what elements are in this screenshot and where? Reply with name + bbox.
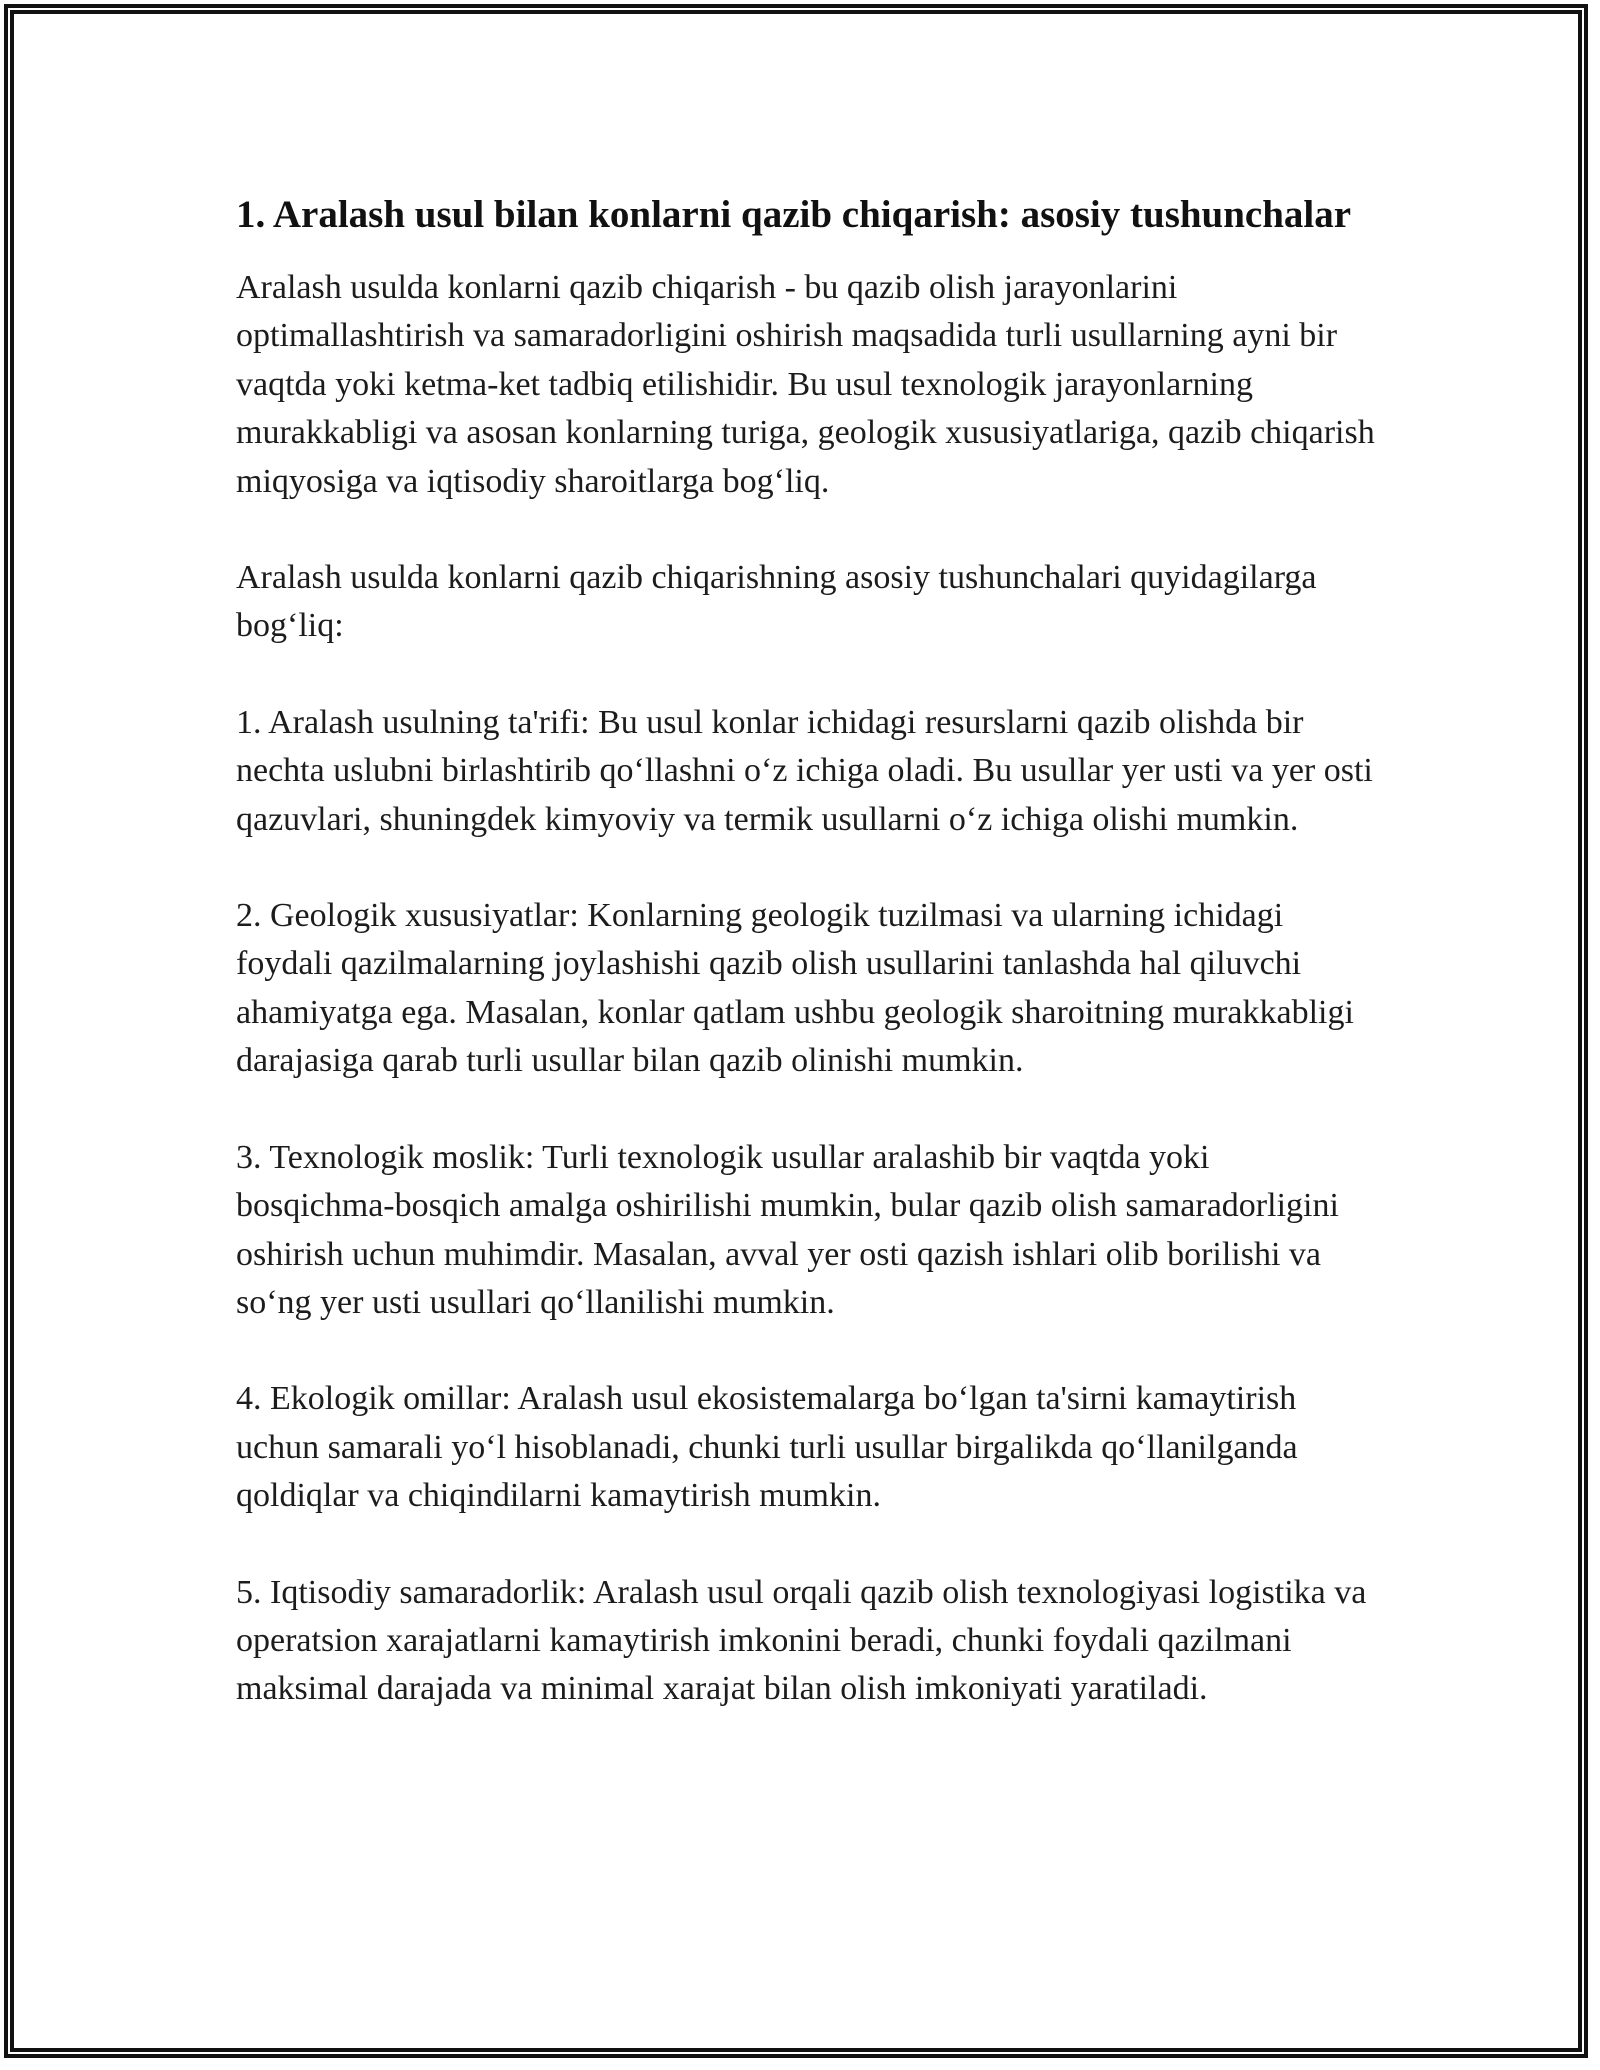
list-item-ecology: 4. Ekologik omillar: Aralash usul ekosistemalarga bo‘lgan ta'sirni kamaytirish uchun samarali yo‘l hisoblanadi, chunki turli usullar birgalikda qo‘llanilganda qoldiqlar va chiqindilarni kamaytirish mumkin. (236, 1380, 1298, 1515)
list-item-geology: 2. Geologik xususiyatlar: Konlarning geologik tuzilmasi va ularning ichidagi foydali qazilmalarning joylashishi qazib olish usullarini tanlashda hal qiluvchi ahamiyatga ega. Masalan, konlar qatlam ushbu geologik sharoitning murakkabligi darajasiga qarab turli usullar bilan qazib olinishi mumkin. (236, 897, 1354, 1080)
list-item-economics: 5. Iqtisodiy samaradorlik: Aralash usul orqali qazib olish texnologiyasi logistika va operatsion xarajatlarni kamaytirish imkonini beradi, chunki foydali qazilmani maksimal darajada va minimal xarajat bilan olish imkoniyati yaratiladi. (236, 1573, 1367, 1708)
section-heading: 1. Aralash usul bilan konlarni qazib chiqarish: asosiy tushunchalar (236, 193, 1352, 236)
list-item-definition: 1. Aralash usulning ta'rifi: Bu usul konlar ichidagi resurslarni qazib olishda bir nechta uslubni birlashtirib qo‘llashni o‘z ichiga oladi. Bu usullar yer usti va yer osti qazuvlari, shuningdek kimyoviy va termik usullarni o‘z ichiga olishi mumkin. (236, 703, 1373, 838)
concepts-lead-paragraph: Aralash usulda konlarni qazib chiqarishning asosiy tushunchalari quyidagilarga bog‘liq: (236, 559, 1317, 645)
document-body (236, 188, 1376, 1762)
intro-paragraph: Aralash usulda konlarni qazib chiqarish - bu qazib olish jarayonlarini optimallashtirish va samaradorligini oshirish maqsadida turli usullarning ayni bir vaqtda yoki ketma-ket tadbiq etilishidir. Bu usul texnologik jarayonlarning murakkabligi va asosan konlarning turiga, geologik xususiyatlariga, qazib chiqarish miqyosiga va iqtisodiy sharoitlarga bog‘liq. (236, 269, 1375, 500)
list-item-technology: 3. Texnologik moslik: Turli texnologik usullar aralashib bir vaqtda yoki bosqichma-bosqich amalga oshirilishi mumkin, bular qazib olish samaradorligini oshirish uchun muhimdir. Masalan, avval yer osti qazish ishlari olib borilishi va so‘ng yer usti usullari qo‘llanilishi mumkin. (236, 1138, 1339, 1321)
